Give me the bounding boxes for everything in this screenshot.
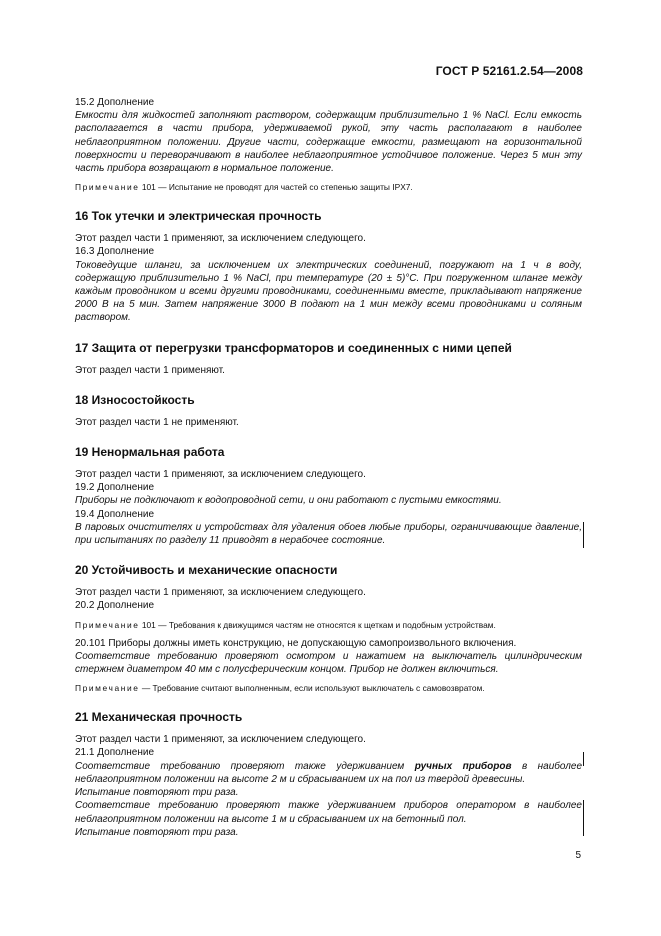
section-16-title: 16 Ток утечки и электрическая прочность <box>75 209 322 224</box>
subclause-15-2: 15.2 Дополнение <box>75 97 155 108</box>
clause-20-101: 20.101 Приборы должны иметь конструкцию, не допускающую самопроизвольного включения. <box>75 637 517 649</box>
section-18-title: 18 Износостойкость <box>75 392 195 407</box>
subclause-19-2-text: Приборы не подключают к водопроводной сети, и они работают с пустыми емкостями. <box>75 495 502 507</box>
note-20-101: Примечание 101 — Требования к движущимся частям не относятся к щеткам и подобным устройствам. <box>75 619 496 630</box>
change-bar <box>583 522 584 548</box>
section-17-intro: Этот раздел части 1 применяют. <box>75 364 225 376</box>
section-18-intro: Этот раздел части 1 не применяют. <box>75 416 239 428</box>
document-body <box>75 96 582 839</box>
section-16-intro: Этот раздел части 1 применяют, за исключением следующего. <box>75 233 366 245</box>
section-21-title: 21 Механическая прочность <box>75 710 243 725</box>
section-21-intro: Этот раздел части 1 применяют, за исключением следующего. <box>75 734 366 746</box>
subclause-16-3: 16.3 Дополнение <box>75 246 155 258</box>
standard-code: ГОСТ Р 52161.2.54—2008 <box>435 64 583 78</box>
section-17-title: 17 Защита от перегрузки трансформаторов и соединенных с ними цепей <box>75 340 512 355</box>
subclause-15-2-text: Емкости для жидкостей заполняют раствором, содержащим приблизительно 1 % NaCl. Если емкость располагается в части прибора, удерживаемой рукой, эту часть располагают в наиболее неблагоприятном положении. Другие части, содержащие емкости, размещают на горизонтальной поверхности и переворачивают в наиболее неблагоприятное устойчивое положение. Через 5 мин эту часть прибора возвращают в нормальное положение. <box>75 110 582 175</box>
subclause-21-1-text-1: Соответствие требованию проверяют также удерживанием ручных приборов в наиболее неблагоприятном положении на высоте 2 м и сбрасыванием их на пол из твердой древесины. <box>75 760 583 785</box>
subclause-16-3-text: Токоведущие шланги, за исключением их электрических соединений, погружают на 1 ч в воду, содержащую приблизительно 1 % NaCl, при температуре (20 ± 5)°С. При погруженном шланге между каждым проводником и всеми другими проводниками, соединенными вместе, прикладывают напряжение 2000 В на 5 мин. Затем напряжение 3000 В подают на 1 мин между всеми проводниками и соляным раствором. <box>75 259 582 324</box>
subclause-21-1-text-3: Соответствие требованию проверяют также удерживанием приборов оператором в наиболее неблагоприятном положении на высоте 1 м и сбрасыванием их на бетонный пол. <box>75 800 582 825</box>
subclause-19-2: 19.2 Дополнение <box>75 482 155 494</box>
subclause-19-4: 19.4 Дополнение <box>75 508 155 520</box>
clause-20-101-text: Соответствие требованию проверяют осмотром и нажатием на выключатель цилиндрическим стержнем диаметром 40 мм с полусферическим концом. Прибор не должен включиться. <box>75 650 582 676</box>
subclause-21-1: 21.1 Дополнение <box>75 747 155 759</box>
change-bar <box>583 800 584 836</box>
section-19-title: 19 Ненормальная работа <box>75 445 225 460</box>
note-20: Примечание — Требование считают выполненным, если используют выключатель с самовозвратом. <box>75 683 485 694</box>
note-15: Примечание 101 — Испытание не проводят для частей со степенью защиты IPX7. <box>75 182 413 193</box>
page-number: 5 <box>575 850 581 861</box>
subclause-21-1-text-2: Испытание повторяют три раза. <box>75 787 239 799</box>
subclause-21-1-text-4: Испытание повторяют три раза. <box>75 826 239 838</box>
section-20-intro: Этот раздел части 1 применяют, за исключением следующего. <box>75 587 366 599</box>
section-20-title: 20 Устойчивость и механические опасности <box>75 563 338 578</box>
subclause-19-4-text: В паровых очистителях и устройствах для удаления обоев любые приборы, ограничивающие давление, при испытаниях по разделу 11 приводят в нерабочее состояние. <box>75 521 582 547</box>
section-19-intro: Этот раздел части 1 применяют, за исключением следующего. <box>75 469 366 481</box>
bold-term: ручных приборов <box>414 760 512 772</box>
subclause-20-2: 20.2 Дополнение <box>75 600 155 612</box>
change-bar <box>583 752 584 766</box>
